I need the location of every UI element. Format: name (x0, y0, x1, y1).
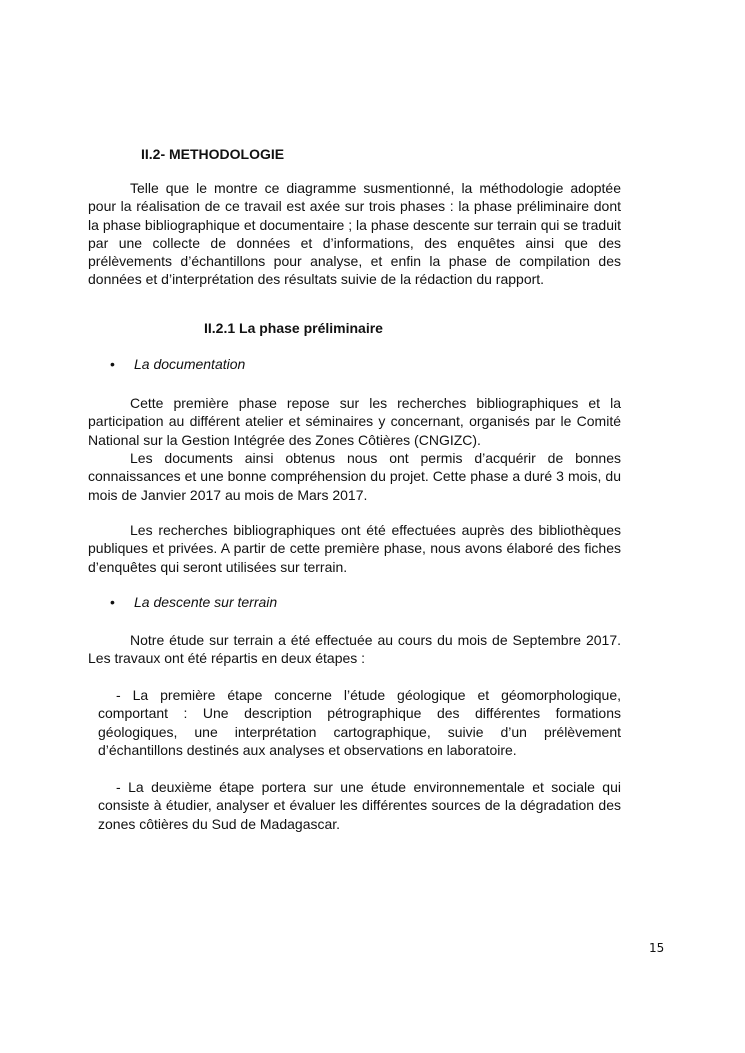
documentation-paragraph-3: Les recherches bibliographiques ont été effectuées auprès des bibliothèques publiques et privées. A partir de cette première phase, nous avons élaboré des fiches d’enquêtes qui seront utilisées sur terrain. (88, 522, 621, 575)
bullet-dot-icon: • (110, 356, 115, 372)
bullet-terrain (110, 594, 277, 610)
step-2-item: - La deuxième étape portera sur une étude environnementale et sociale qui consiste à étudier, analyser et évaluer les différentes sources de la dégradation des zones côtières du Sud de Madagascar. (98, 779, 621, 832)
documentation-paragraph-2: Les documents ainsi obtenus nous ont permis d’acquérir de bonnes connaissances et une bonne compréhension du projet. Cette phase a duré 3 mois, du mois de Janvier 2017 au mois de Mars 2017. (88, 450, 621, 503)
page-number: 15 (649, 941, 665, 955)
bullet-dot-icon: • (110, 594, 115, 610)
intro-paragraph: Telle que le montre ce diagramme susmentionné, la méthodologie adoptée pour la réalisation de ce travail est axée sur trois phases : la phase préliminaire dont la phase bibliographique et documentaire ; la phase descente sur terrain qui se traduit par une collecte de données et d’informations, des enquêtes ainsi que des prélèvements d’échantillons pour analyse, et enfin la phase de compilation des données et d’interprétation des résultats suivie de la rédaction du rapport. (88, 180, 621, 288)
documentation-paragraph-1: Cette première phase repose sur les recherches bibliographiques et la participation au différent atelier et séminaires y concernant, organisés par le Comité National sur la Gestion Intégrée des Zones Côtières (CNGIZC). (88, 395, 621, 448)
bullet-documentation-label: La documentation (134, 356, 246, 372)
step-1-item: - La première étape concerne l’étude géologique et géomorphologique, comportant : Une description pétrographique des différentes formations géologiques, une interprétation cartographique, suivie d’un prélèvement d’échantillons destinés aux analyses et observations en laboratoire. (98, 687, 621, 758)
subsection-title: II.2.1 La phase préliminaire (204, 320, 383, 336)
bullet-documentation (110, 356, 245, 372)
terrain-paragraph: Notre étude sur terrain a été effectuée au cours du mois de Septembre 2017. Les travaux ont été répartis en deux étapes : (88, 632, 621, 667)
bullet-terrain-label: La descente sur terrain (134, 594, 278, 610)
section-title: II.2- METHODOLOGIE (141, 146, 285, 162)
